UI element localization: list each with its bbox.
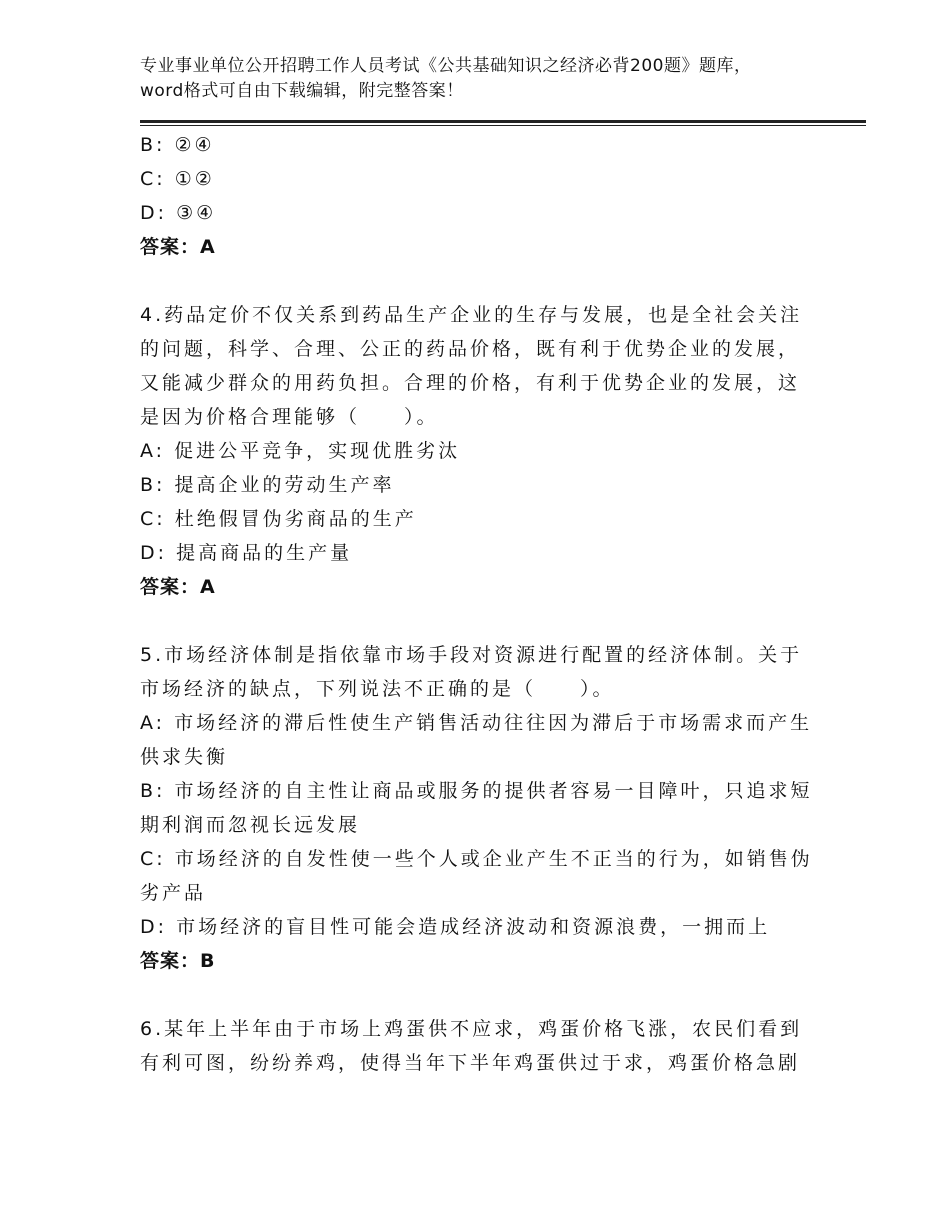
option-c-line: 劣产品 — [140, 882, 207, 904]
option-c: C: 杜绝假冒伪劣商品的生产 — [140, 508, 417, 530]
option-b: B: ②④ — [140, 134, 215, 156]
option-d: D: 提高商品的生产量 — [140, 542, 353, 564]
answer: 答案：B — [140, 950, 216, 972]
option-a-line: 供求失衡 — [140, 746, 229, 768]
question-stem-line: 4.药品定价不仅关系到药品生产企业的生存与发展，也是全社会关注 — [140, 304, 803, 326]
answer: 答案：A — [140, 236, 216, 258]
question-stem-line: 6.某年上半年由于市场上鸡蛋供不应求，鸡蛋价格飞涨，农民们看到 — [140, 1018, 803, 1040]
question-6 — [140, 1012, 810, 1080]
question-3-tail — [140, 128, 810, 264]
option-c-line: C: 市场经济的自发性使一些个人或企业产生不正当的行为，如销售伪 — [140, 848, 813, 870]
question-stem-line: 又能减少群众的用药负担。合理的价格，有利于优势企业的发展，这 — [140, 372, 801, 394]
question-5 — [140, 638, 813, 978]
question-stem-line: 有利可图，纷纷养鸡，使得当年下半年鸡蛋供过于求，鸡蛋价格急剧 — [140, 1052, 801, 1074]
option-b-line: 期利润而忽视长远发展 — [140, 814, 361, 836]
document-content — [140, 128, 813, 1080]
option-a-line: A: 市场经济的滞后性使生产销售活动往往因为滞后于市场需求而产生 — [140, 712, 813, 734]
option-d: D: ③④ — [140, 202, 217, 224]
header-rule-thick — [140, 120, 866, 123]
option-c: C: ①② — [140, 168, 215, 190]
question-stem-line: 的问题，科学、合理、公正的药品价格，既有利于优势企业的发展， — [140, 338, 801, 360]
question-stem-line: 是因为价格合理能够（ ）。 — [140, 406, 439, 428]
option-a: A: 促进公平竞争，实现优胜劣汰 — [140, 440, 461, 462]
question-4 — [140, 298, 810, 604]
answer: 答案：A — [140, 576, 216, 598]
page-header — [140, 54, 780, 104]
option-b-line: B: 市场经济的自主性让商品或服务的提供者容易一目障叶，只追求短 — [140, 780, 813, 802]
question-stem-line: 市场经济的缺点，下列说法不正确的是（ ）。 — [140, 678, 615, 700]
option-d-line: D: 市场经济的盲目性可能会造成经济波动和资源浪费，一拥而上 — [140, 916, 771, 938]
header-rule-thin — [140, 125, 866, 126]
question-stem-line: 5.市场经济体制是指依靠市场手段对资源进行配置的经济体制。关于 — [140, 644, 803, 666]
header-title: 专业事业单位公开招聘工作人员考试《公共基础知识之经济必背200题》题库，word格式可自由下载编辑，附完整答案！ — [140, 56, 752, 101]
option-b: B: 提高企业的劳动生产率 — [140, 474, 395, 496]
